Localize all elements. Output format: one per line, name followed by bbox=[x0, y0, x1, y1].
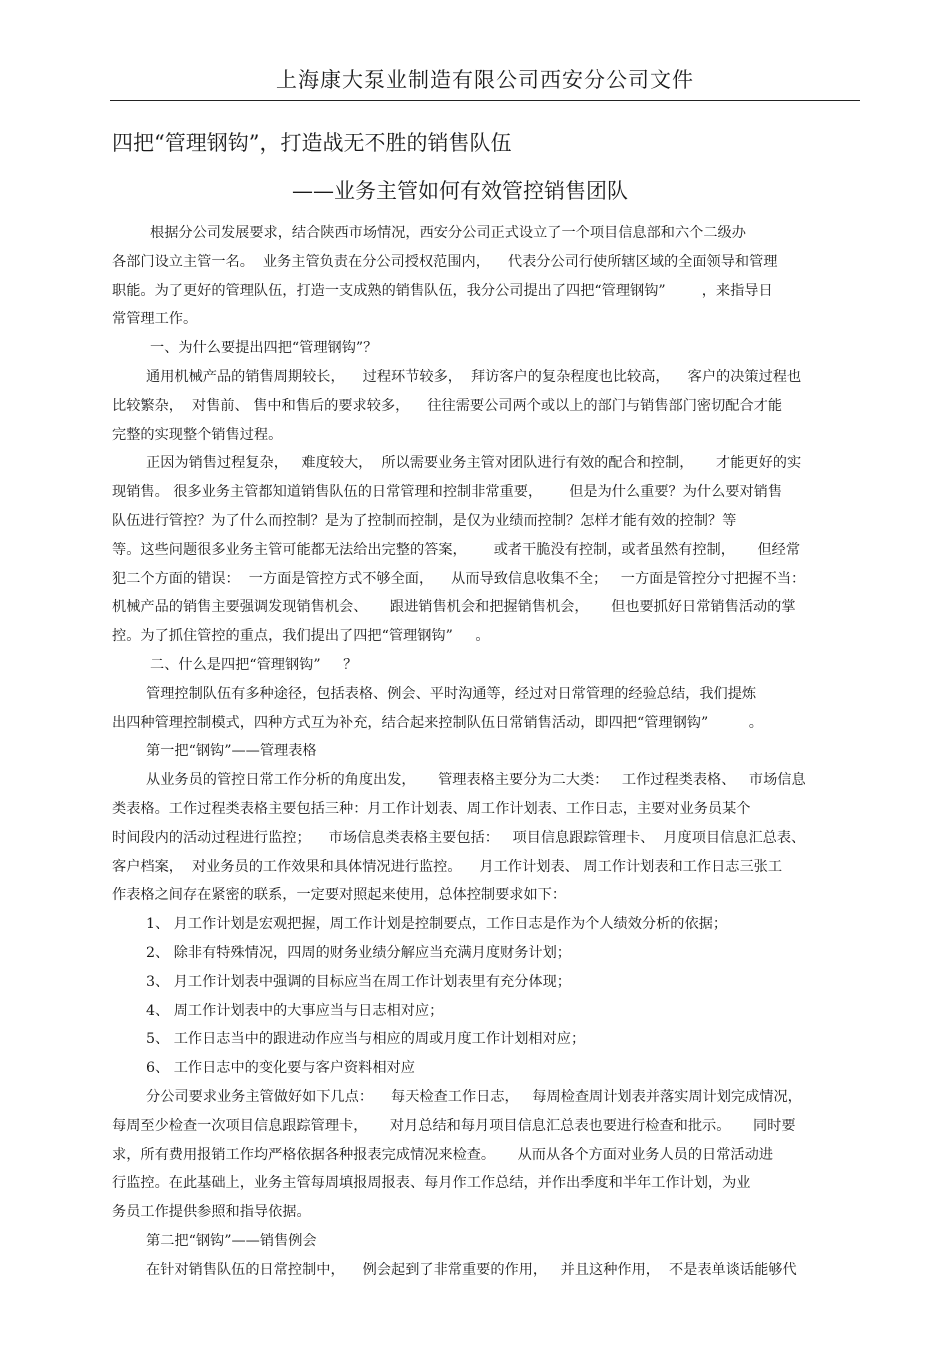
paragraph-line: 客户档案， 对业务员的工作效果和具体情况进行监控。 月工作计划表、 周工作计划表和工作日志三张工 bbox=[112, 858, 783, 875]
paragraph-line: 时间段内的活动过程进行监控； 市场信息类表格主要包括： 项目信息跟踪管理卡、 月度项目信息汇总表、 bbox=[112, 829, 806, 846]
list-item: 1、 月工作计划是宏观把握，周工作计划是控制要点，工作日志是作为个人绩效分析的依据； bbox=[146, 916, 728, 933]
paragraph-line: 等。这些问题很多业务主管可能都无法给出完整的答案， 或者干脆没有控制，或者虽然有控制， 但经常 bbox=[112, 541, 801, 558]
paragraph-line: 作表格之间存在紧密的联系，一定要对照起来使用，总体控制要求如下： bbox=[112, 887, 567, 904]
paragraph-line: 根据分公司发展要求，结合陕西市场情况，西安分公司正式设立了一个项目信息部和六个二级办 bbox=[150, 225, 746, 241]
list-item: 6、 工作日志中的变化要与客户资料相对应 bbox=[146, 1060, 415, 1077]
paragraph-line: 求，所有费用报销工作均严格依据各种报表完成情况来检查。 从而从各个方面对业务人员的日常活动进 bbox=[112, 1146, 773, 1163]
paragraph-line: 类表格。工作过程类表格主要包括三种：月工作计划表、周工作计划表、工作日志，主要对业务员某个 bbox=[112, 800, 751, 817]
paragraph-line: 控。为了抓住管控的重点，我们提出了四把“管理钢钩” 。 bbox=[112, 628, 490, 645]
header-rule bbox=[110, 100, 860, 101]
list-item: 2、 除非有特殊情况，四周的财务业绩分解应当充满月度财务计划； bbox=[146, 944, 571, 961]
list-item: 4、 周工作计划表中的大事应当与日志相对应； bbox=[146, 1002, 444, 1019]
subsection-heading: 第一把“钢钩”——管理表格 bbox=[146, 743, 317, 760]
list-item: 3、 月工作计划表中强调的目标应当在周工作计划表里有充分体现； bbox=[146, 973, 571, 990]
list-item: 5、 工作日志当中的跟进动作应当与相应的周或月度工作计划相对应； bbox=[146, 1031, 586, 1048]
paragraph-line: 常管理工作。 bbox=[112, 311, 198, 328]
document-title: 四把“管理钢钩”，打造战无不胜的销售队伍 bbox=[112, 131, 512, 155]
paragraph-line: 管理控制队伍有多种途径，包括表格、例会、平时沟通等，经过对日常管理的经验总结，我们提炼 bbox=[146, 685, 757, 702]
paragraph-line: 比较繁杂， 对售前、 售中和售后的要求较多， 往往需要公司两个或以上的部门与销售部门密切配合才能 bbox=[112, 397, 783, 414]
paragraph-line: 队伍进行管控？为了什么而控制？是为了控制而控制，是仅为业绩而控制？怎样才能有效的控制？等 bbox=[112, 512, 737, 529]
paragraph-line: 各部门设立主管一名。 业务主管负责在分公司授权范围内， 代表分公司行使所辖区域的全面领导和管理 bbox=[112, 253, 778, 270]
letterhead-title: 上海康大泵业制造有限公司西安分公司文件 bbox=[276, 68, 694, 92]
document-body bbox=[112, 219, 872, 1284]
paragraph-line: 通用机械产品的销售周期较长， 过程环节较多， 拜访客户的复杂程度也比较高， 客户的决策过程也 bbox=[146, 368, 802, 385]
paragraph-line: 机械产品的销售主要强调发现销售机会、 跟进销售机会和把握销售机会， 但也要抓好日常销售活动的掌 bbox=[112, 599, 796, 616]
paragraph-line: 出四种管理控制模式，四种方式互为补充，结合起来控制队伍日常销售活动，即四把“管理钢钩” 。 bbox=[112, 714, 763, 731]
paragraph-line: 犯二个方面的错误： 一方面是管控方式不够全面， 从而导致信息收集不全； 一方面是管控分寸把握不当： bbox=[112, 570, 806, 587]
paragraph-line: 在针对销售队伍的日常控制中， 例会起到了非常重要的作用， 并且这种作用， 不是表单谈话能够代 bbox=[146, 1261, 797, 1278]
paragraph-line: 务员工作提供参照和指导依据。 bbox=[112, 1204, 311, 1221]
section-heading: 一、为什么要提出四把“管理钢钩”？ bbox=[150, 340, 378, 357]
paragraph-line: 现销售。 很多业务主管都知道销售队伍的日常管理和控制非常重要， 但是为什么重要？为什么要对销售 bbox=[112, 484, 783, 501]
paragraph-line: 正因为销售过程复杂， 难度较大， 所以需要业务主管对团队进行有效的配合和控制， 才能更好的实 bbox=[146, 455, 802, 472]
document-subtitle: ——业务主管如何有效管控销售团队 bbox=[292, 179, 628, 203]
paragraph-line: 职能。为了更好的管理队伍，打造一支成熟的销售队伍，我分公司提出了四把“管理钢钩” ，来指导日 bbox=[112, 282, 773, 299]
subsection-heading: 第二把“钢钩”——销售例会 bbox=[146, 1232, 317, 1249]
paragraph-line: 从业务员的管控日常工作分析的角度出发， 管理表格主要分为二大类： 工作过程类表格、 市场信息 bbox=[146, 772, 806, 789]
paragraph-line: 每周至少检查一次项目信息跟踪管理卡， 对月总结和每月项目信息汇总表也要进行检查和批示。 同时要 bbox=[112, 1117, 796, 1134]
paragraph-line: 分公司要求业务主管做好如下几点： 每天检查工作日志， 每周检查周计划表并落实周计划完成情况， bbox=[146, 1088, 802, 1105]
section-heading: 二、什么是四把“管理钢钩” ？ bbox=[150, 656, 358, 673]
paragraph-line: 完整的实现整个销售过程。 bbox=[112, 426, 283, 443]
paragraph-line: 行监控。在此基础上，业务主管每周填报周报表、每月作工作总结，并作出季度和半年工作计划，为业 bbox=[112, 1175, 751, 1192]
